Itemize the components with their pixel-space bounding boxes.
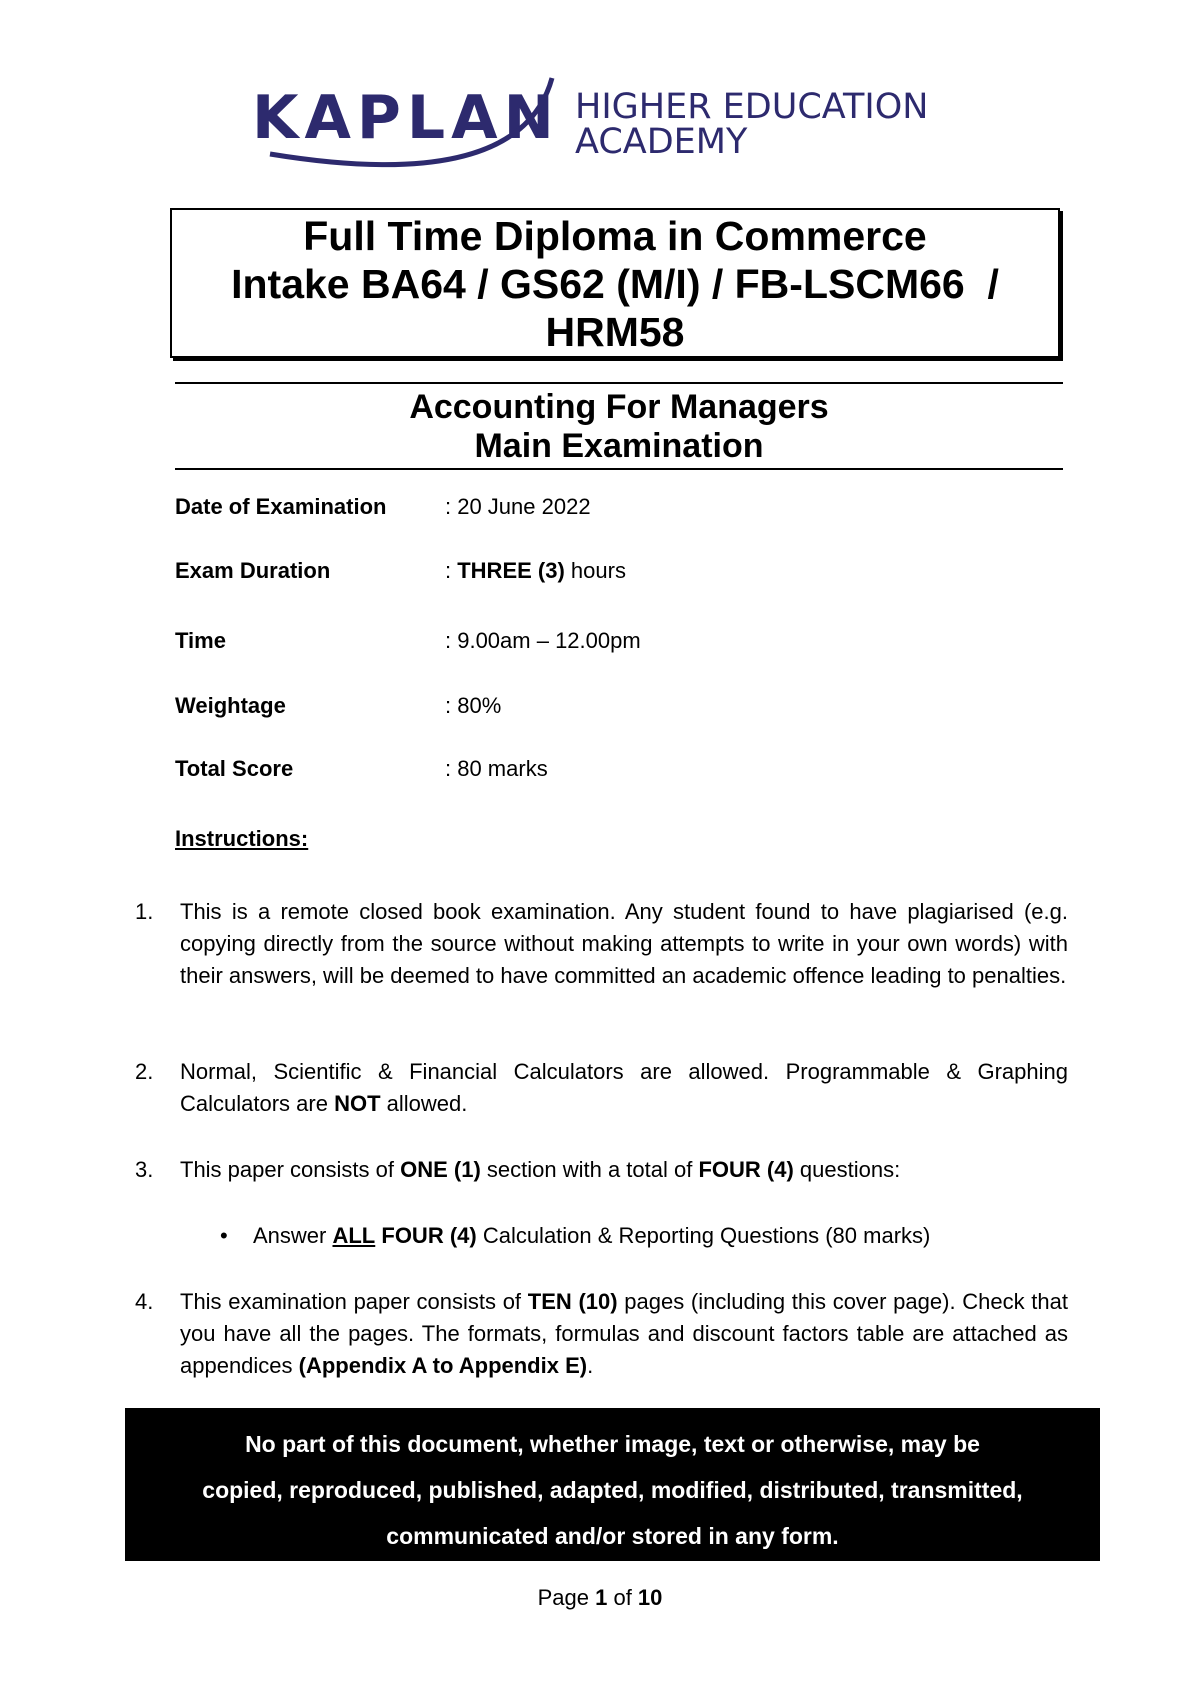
copyright-notice xyxy=(125,1408,1100,1561)
item-text: This examination paper consists of TEN (10) pages (including this cover page). Check that you have all the pages. The formats, formulas and discount factors table are attached as appendices (Appendix A to Appendix E). xyxy=(180,1289,1069,1378)
detail-value: : 9.00am – 12.00pm xyxy=(445,628,641,653)
divider-bottom xyxy=(175,468,1063,470)
notice-line: No part of this document, whether image, text or otherwise, may be xyxy=(245,1431,980,1457)
item-number: 1. xyxy=(135,899,154,924)
bullet-icon: • xyxy=(220,1223,228,1248)
detail-label: Time xyxy=(175,628,226,653)
logo-line1: HIGHER EDUCATION xyxy=(575,87,929,127)
item-number: 2. xyxy=(135,1059,154,1084)
detail-label: Date of Examination xyxy=(175,494,387,519)
programme-title-box xyxy=(170,208,1060,358)
logo-brand: KAPLAN xyxy=(252,83,560,153)
item-text: This paper consists of ONE (1) section with a total of FOUR (4) questions: xyxy=(180,1157,901,1182)
detail-value: : 80 marks xyxy=(445,756,548,781)
detail-value: : 20 June 2022 xyxy=(445,494,591,519)
item-text: This is a remote closed book examination. Any student found to have plagiarised (e.g. copying directly from the source without making attempts to write in your own words) with their answers, will be deemed to have committed an academic offence leading to penalties. xyxy=(180,899,1068,988)
detail-value: : 80% xyxy=(445,693,502,718)
detail-value: : THREE (3) hours xyxy=(445,558,626,583)
bullet-text: Answer ALL FOUR (4) Calculation & Reporting Questions (80 marks) xyxy=(253,1223,931,1248)
notice-line: communicated and/or stored in any form. xyxy=(386,1523,839,1549)
programme-title: Full Time Diploma in Commerce xyxy=(303,213,927,259)
item-text: Normal, Scientific & Financial Calculators are allowed. Programmable & Graphing Calculators are NOT allowed. xyxy=(180,1059,1068,1116)
notice-line: copied, reproduced, published, adapted, modified, distributed, transmitted, xyxy=(202,1477,1023,1503)
detail-label: Exam Duration xyxy=(175,558,331,583)
course-name: Accounting For Managers xyxy=(409,388,829,426)
item-number: 4. xyxy=(135,1289,154,1314)
page-number: Page 1 of 10 xyxy=(537,1585,663,1610)
intake-codes: Intake BA64 / GS62 (M/I) / FB-LSCM66 / xyxy=(231,261,999,307)
instructions-heading: Instructions: xyxy=(175,826,309,851)
intake-codes-cont: HRM58 xyxy=(545,309,685,355)
detail-label: Total Score xyxy=(175,756,294,781)
logo-line2: ACADEMY xyxy=(575,122,748,162)
exam-type: Main Examination xyxy=(474,427,764,465)
kaplan-logo xyxy=(250,70,970,180)
divider-top xyxy=(175,382,1063,384)
subject-heading xyxy=(175,388,1063,466)
item-number: 3. xyxy=(135,1157,154,1182)
detail-label: Weightage xyxy=(175,693,286,718)
